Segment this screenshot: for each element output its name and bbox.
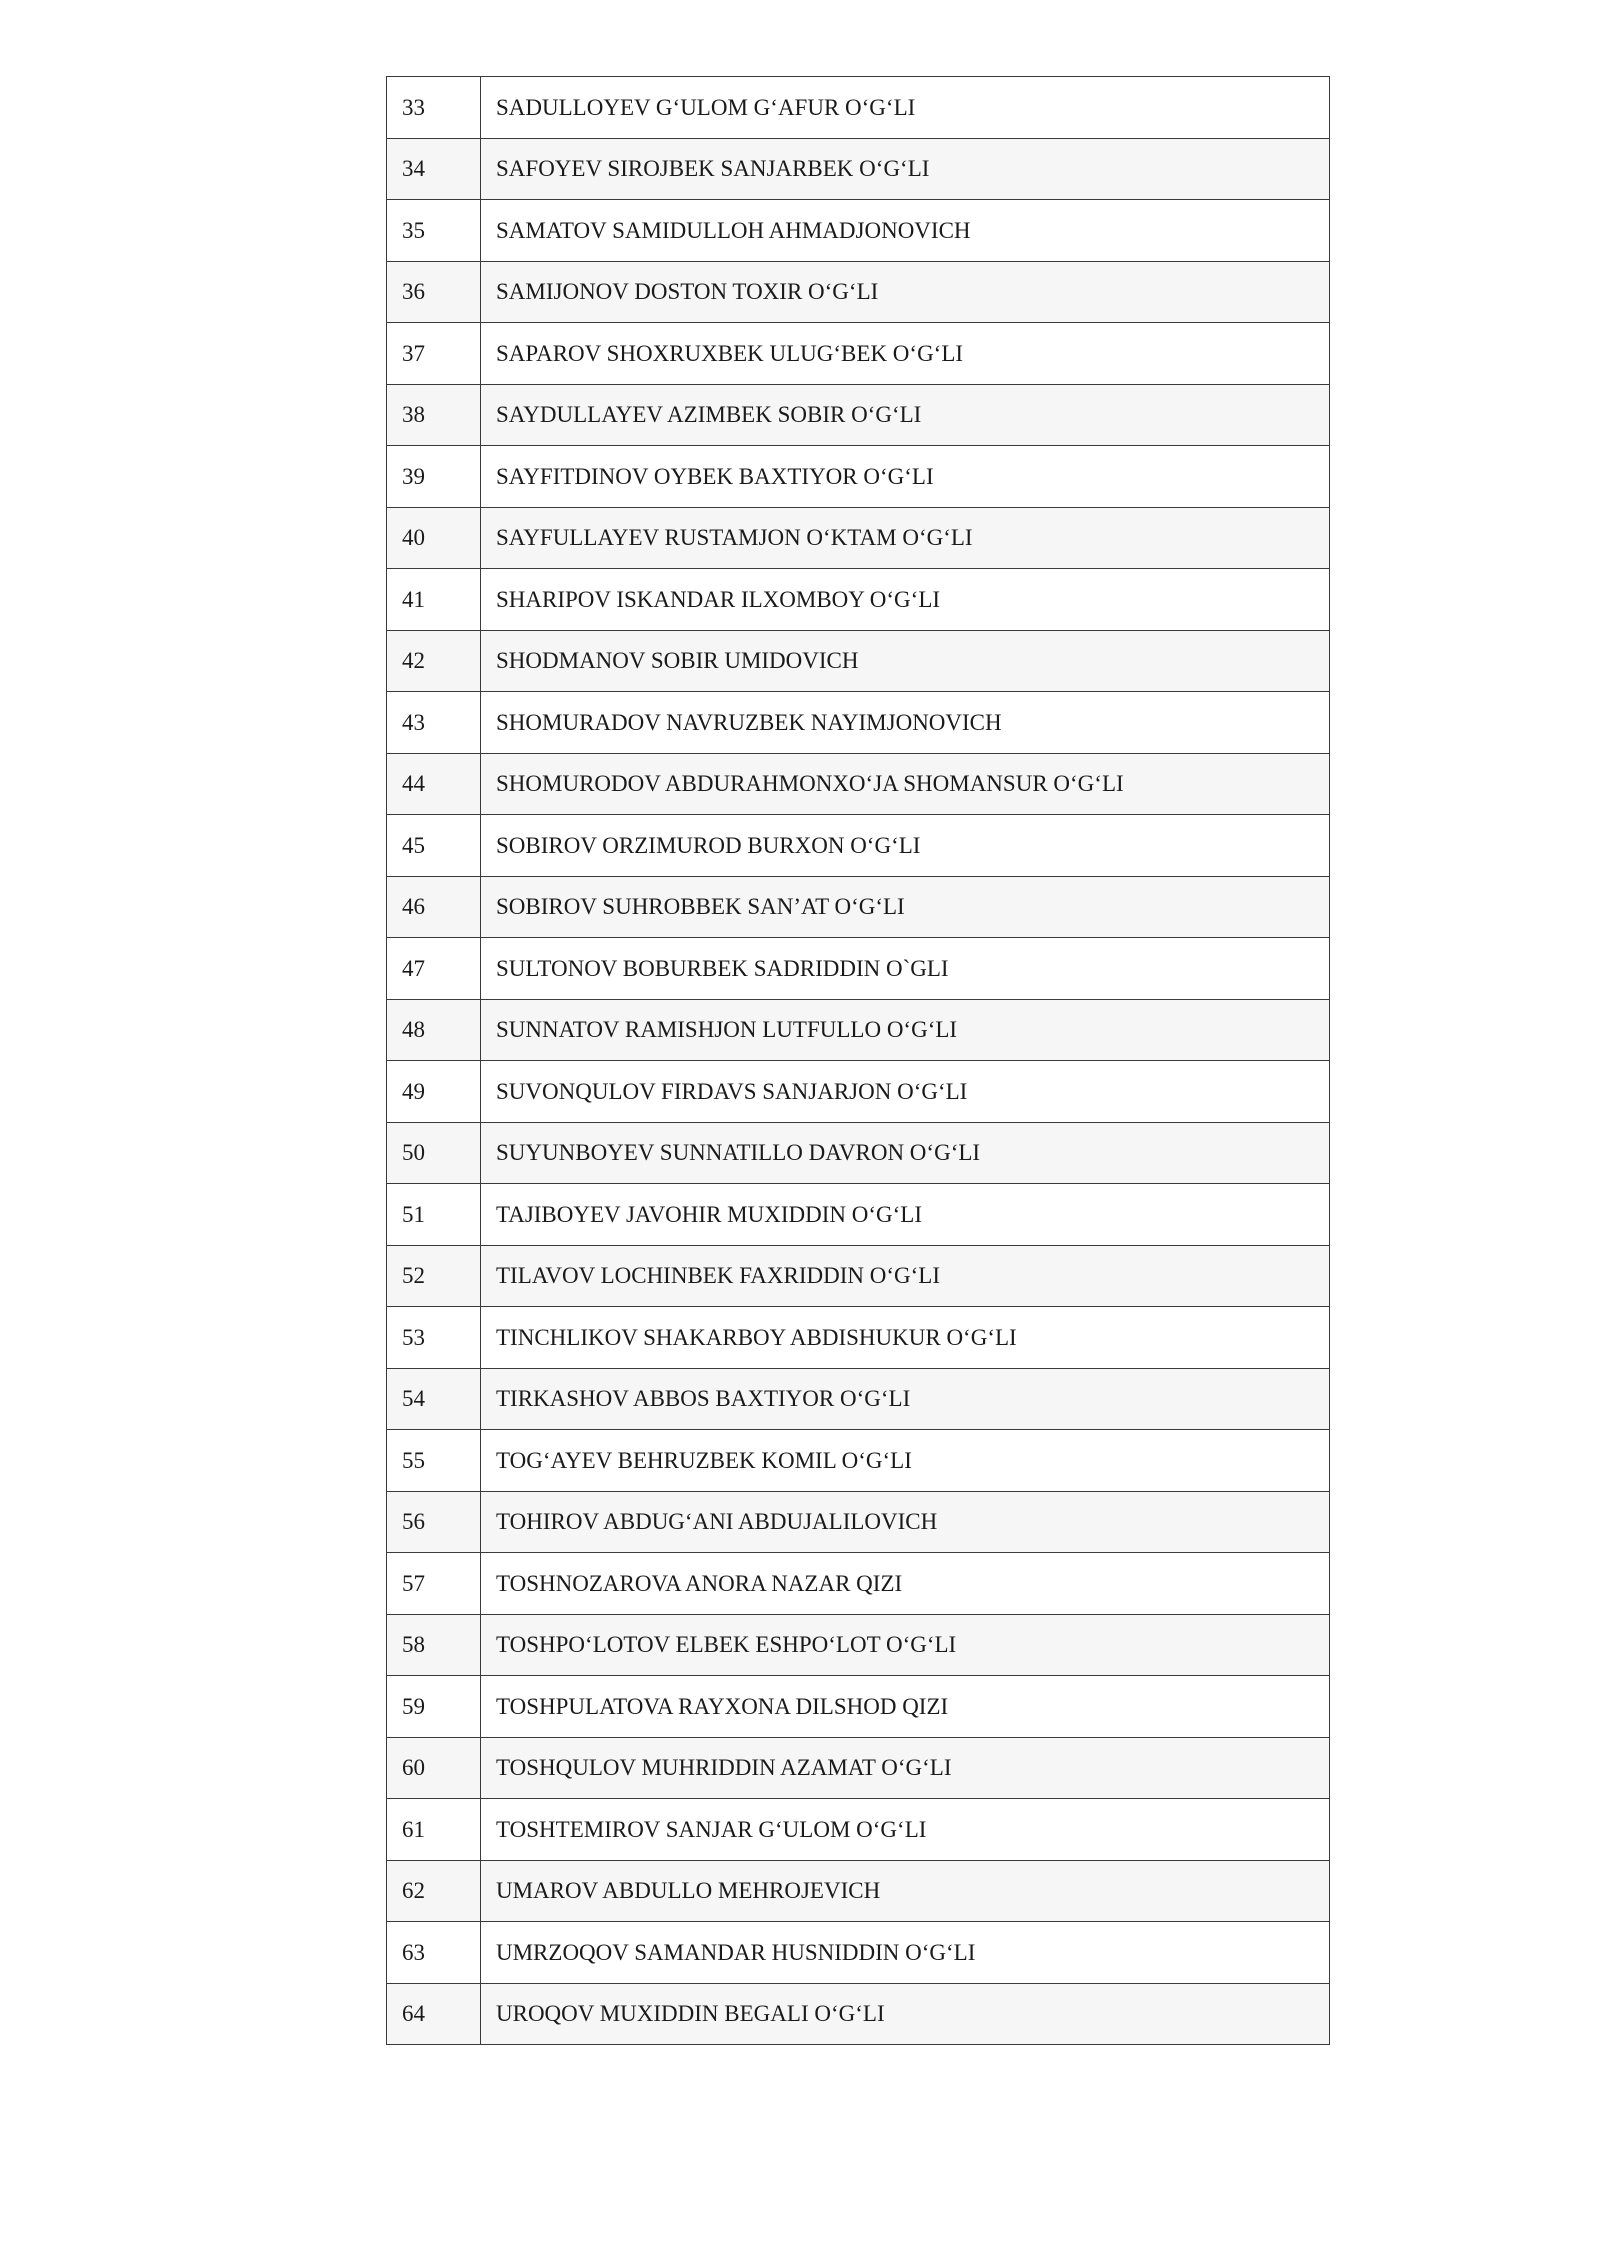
table-row bbox=[387, 323, 1330, 385]
table-row bbox=[387, 1491, 1330, 1553]
student-name-cell: SADULLOYEV G‘ULOM G‘AFUR O‘G‘LI bbox=[481, 77, 1330, 139]
student-name-cell: TOG‘AYEV BEHRUZBEK KOMIL O‘G‘LI bbox=[481, 1430, 1330, 1492]
table-row bbox=[387, 753, 1330, 815]
student-name-cell: SAMATOV SAMIDULLOH AHMADJONOVICH bbox=[481, 200, 1330, 262]
row-number-cell: 35 bbox=[387, 200, 481, 262]
row-number-cell: 51 bbox=[387, 1184, 481, 1246]
table-row bbox=[387, 1737, 1330, 1799]
student-name-cell: SOBIROV SUHROBBEK SAN’AT O‘G‘LI bbox=[481, 876, 1330, 938]
student-name-cell: TOSHQULOV MUHRIDDIN AZAMAT O‘G‘LI bbox=[481, 1737, 1330, 1799]
row-number-cell: 62 bbox=[387, 1860, 481, 1922]
student-name-cell: TOSHPO‘LOTOV ELBEK ESHPO‘LOT O‘G‘LI bbox=[481, 1614, 1330, 1676]
row-number-cell: 58 bbox=[387, 1614, 481, 1676]
student-name-cell: SULTONOV BOBURBEK SADRIDDIN O`GLI bbox=[481, 938, 1330, 1000]
table-row bbox=[387, 1922, 1330, 1984]
student-name-cell: SUVONQULOV FIRDAVS SANJARJON O‘G‘LI bbox=[481, 1061, 1330, 1123]
table-row bbox=[387, 138, 1330, 200]
table-row bbox=[387, 446, 1330, 508]
table-row bbox=[387, 384, 1330, 446]
row-number-cell: 47 bbox=[387, 938, 481, 1000]
student-name-cell: SOBIROV ORZIMUROD BURXON O‘G‘LI bbox=[481, 815, 1330, 877]
roster-table-body bbox=[387, 77, 1330, 2045]
row-number-cell: 53 bbox=[387, 1307, 481, 1369]
table-row bbox=[387, 1061, 1330, 1123]
row-number-cell: 37 bbox=[387, 323, 481, 385]
row-number-cell: 59 bbox=[387, 1676, 481, 1738]
table-row bbox=[387, 1553, 1330, 1615]
table-row bbox=[387, 261, 1330, 323]
table-row bbox=[387, 1184, 1330, 1246]
table-row bbox=[387, 999, 1330, 1061]
table-row bbox=[387, 1307, 1330, 1369]
row-number-cell: 40 bbox=[387, 507, 481, 569]
table-row bbox=[387, 1614, 1330, 1676]
row-number-cell: 39 bbox=[387, 446, 481, 508]
student-name-cell: TOSHPULATOVA RAYXONA DILSHOD QIZI bbox=[481, 1676, 1330, 1738]
row-number-cell: 41 bbox=[387, 569, 481, 631]
row-number-cell: 43 bbox=[387, 692, 481, 754]
table-row bbox=[387, 1860, 1330, 1922]
student-name-cell: UMAROV ABDULLO MEHROJEVICH bbox=[481, 1860, 1330, 1922]
table-row bbox=[387, 815, 1330, 877]
table-row bbox=[387, 77, 1330, 139]
row-number-cell: 55 bbox=[387, 1430, 481, 1492]
student-name-cell: SAYDULLAYEV AZIMBEK SOBIR O‘G‘LI bbox=[481, 384, 1330, 446]
row-number-cell: 36 bbox=[387, 261, 481, 323]
row-number-cell: 52 bbox=[387, 1245, 481, 1307]
row-number-cell: 46 bbox=[387, 876, 481, 938]
student-name-cell: SHOMURODOV ABDURAHMONXO‘JA SHOMANSUR O‘G‘LI bbox=[481, 753, 1330, 815]
table-row bbox=[387, 876, 1330, 938]
row-number-cell: 63 bbox=[387, 1922, 481, 1984]
table-row bbox=[387, 1430, 1330, 1492]
table-row bbox=[387, 692, 1330, 754]
roster-table bbox=[386, 76, 1330, 2045]
row-number-cell: 44 bbox=[387, 753, 481, 815]
student-name-cell: SHODMANOV SOBIR UMIDOVICH bbox=[481, 630, 1330, 692]
table-row bbox=[387, 507, 1330, 569]
row-number-cell: 60 bbox=[387, 1737, 481, 1799]
row-number-cell: 42 bbox=[387, 630, 481, 692]
student-name-cell: SAPAROV SHOXRUXBEK ULUG‘BEK O‘G‘LI bbox=[481, 323, 1330, 385]
student-name-cell: TIRKASHOV ABBOS BAXTIYOR O‘G‘LI bbox=[481, 1368, 1330, 1430]
table-row bbox=[387, 938, 1330, 1000]
student-name-cell: SAYFULLAYEV RUSTAMJON O‘KTAM O‘G‘LI bbox=[481, 507, 1330, 569]
student-name-cell: SHOMURADOV NAVRUZBEK NAYIMJONOVICH bbox=[481, 692, 1330, 754]
student-name-cell: TINCHLIKOV SHAKARBOY ABDISHUKUR O‘G‘LI bbox=[481, 1307, 1330, 1369]
student-name-cell: UROQOV MUXIDDIN BEGALI O‘G‘LI bbox=[481, 1983, 1330, 2045]
row-number-cell: 64 bbox=[387, 1983, 481, 2045]
table-row bbox=[387, 1368, 1330, 1430]
row-number-cell: 48 bbox=[387, 999, 481, 1061]
student-name-cell: TOSHTEMIROV SANJAR G‘ULOM O‘G‘LI bbox=[481, 1799, 1330, 1861]
student-name-cell: TOHIROV ABDUG‘ANI ABDUJALILOVICH bbox=[481, 1491, 1330, 1553]
row-number-cell: 56 bbox=[387, 1491, 481, 1553]
table-row bbox=[387, 569, 1330, 631]
student-name-cell: UMRZOQOV SAMANDAR HUSNIDDIN O‘G‘LI bbox=[481, 1922, 1330, 1984]
row-number-cell: 45 bbox=[387, 815, 481, 877]
row-number-cell: 33 bbox=[387, 77, 481, 139]
student-name-cell: SAMIJONOV DOSTON TOXIR O‘G‘LI bbox=[481, 261, 1330, 323]
table-row bbox=[387, 1799, 1330, 1861]
table-row bbox=[387, 630, 1330, 692]
row-number-cell: 49 bbox=[387, 1061, 481, 1123]
table-row bbox=[387, 1122, 1330, 1184]
row-number-cell: 38 bbox=[387, 384, 481, 446]
student-name-cell: SUYUNBOYEV SUNNATILLO DAVRON O‘G‘LI bbox=[481, 1122, 1330, 1184]
row-number-cell: 57 bbox=[387, 1553, 481, 1615]
table-row bbox=[387, 1676, 1330, 1738]
student-name-cell: SUNNATOV RAMISHJON LUTFULLO O‘G‘LI bbox=[481, 999, 1330, 1061]
row-number-cell: 34 bbox=[387, 138, 481, 200]
student-name-cell: SHARIPOV ISKANDAR ILXOMBOY O‘G‘LI bbox=[481, 569, 1330, 631]
row-number-cell: 50 bbox=[387, 1122, 481, 1184]
row-number-cell: 61 bbox=[387, 1799, 481, 1861]
student-name-cell: TAJIBOYEV JAVOHIR MUXIDDIN O‘G‘LI bbox=[481, 1184, 1330, 1246]
table-row bbox=[387, 200, 1330, 262]
student-name-cell: SAFOYEV SIROJBEK SANJARBEK O‘G‘LI bbox=[481, 138, 1330, 200]
table-row bbox=[387, 1983, 1330, 2045]
student-name-cell: TILAVOV LOCHINBEK FAXRIDDIN O‘G‘LI bbox=[481, 1245, 1330, 1307]
student-name-cell: SAYFITDINOV OYBEK BAXTIYOR O‘G‘LI bbox=[481, 446, 1330, 508]
row-number-cell: 54 bbox=[387, 1368, 481, 1430]
table-row bbox=[387, 1245, 1330, 1307]
student-name-cell: TOSHNOZAROVA ANORA NAZAR QIZI bbox=[481, 1553, 1330, 1615]
